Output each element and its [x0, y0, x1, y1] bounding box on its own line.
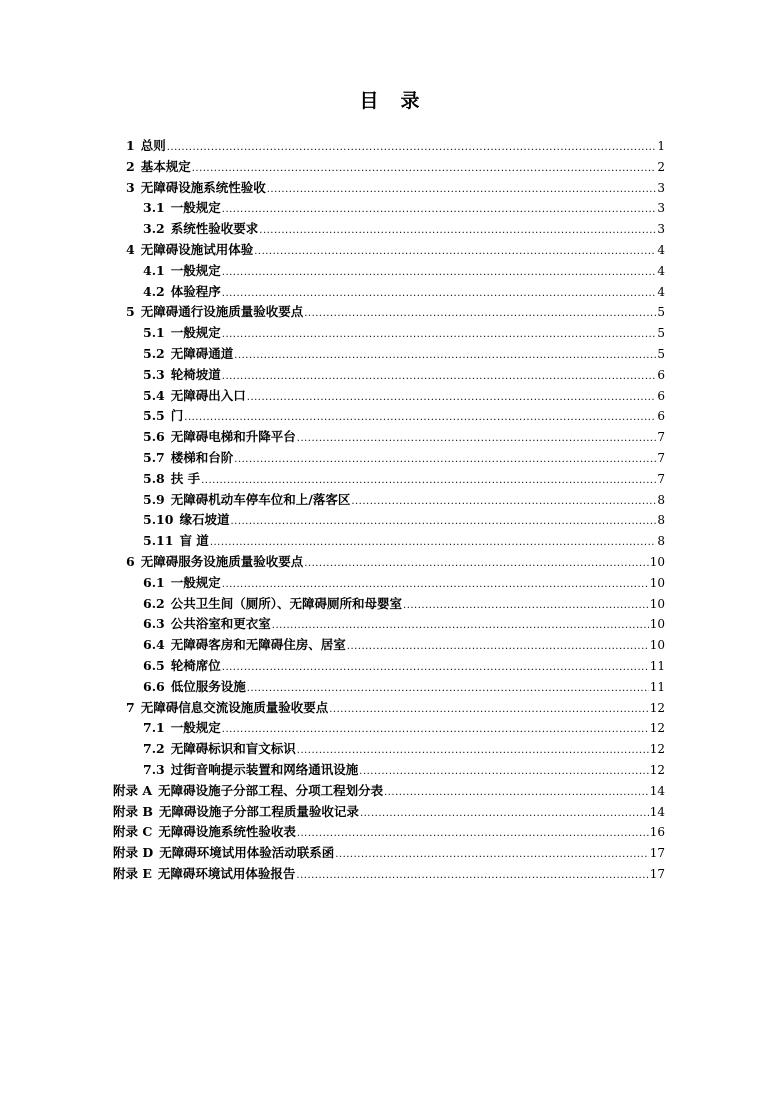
toc-entry-line [126, 136, 665, 159]
toc-entry-title: 无障碍设施子分部工程、分项工程划分表 [158, 782, 384, 798]
toc-dot-leader [234, 450, 656, 471]
toc-page-number: 12 [649, 762, 665, 777]
toc-entry-title: 无障碍信息交流设施质量验收要点 [140, 699, 329, 715]
toc-entry-number: 7 [126, 699, 135, 715]
toc-entry-line [113, 781, 665, 804]
toc-page-number: 12 [649, 742, 665, 757]
toc-dot-leader [304, 304, 656, 325]
toc-entry[interactable] [0, 656, 779, 677]
toc-entry-title: 一般规定 [170, 262, 221, 278]
toc-entry-number: 5.5 [143, 408, 165, 424]
toc-dot-leader [403, 596, 649, 617]
toc-entry-line [113, 822, 665, 845]
toc-entry-line [143, 718, 665, 741]
toc-entry-line [126, 698, 665, 721]
toc-entry-line [126, 240, 665, 263]
toc-entry-title: 无障碍服务设施质量验收要点 [140, 553, 304, 569]
toc-page-number: 8 [657, 534, 665, 549]
toc-dot-leader [359, 762, 648, 783]
toc-entry-title: 过街音响提示装置和网络通讯设施 [170, 761, 359, 777]
toc-entry-line [126, 157, 665, 180]
toc-dot-leader [267, 180, 657, 201]
toc-page-number: 8 [657, 492, 665, 507]
toc-entry-title: 无障碍标识和盲文标识 [170, 741, 296, 757]
toc-dot-leader [210, 533, 657, 554]
toc-dot-leader [296, 866, 648, 887]
toc-dot-leader [222, 720, 649, 741]
toc-entry-title: 低位服务设施 [170, 678, 246, 694]
toc-page-number: 16 [649, 825, 665, 840]
toc-page-number: 1 [657, 139, 665, 153]
toc-entry-number: 4 [126, 241, 135, 257]
toc-dot-leader [347, 637, 649, 658]
toc-page-number: 10 [649, 575, 665, 590]
toc-entry-number: 1 [126, 138, 135, 153]
toc-entry-number: 附录 D [113, 845, 154, 861]
toc-entry[interactable] [0, 635, 779, 656]
toc-page-number: 4 [657, 242, 665, 257]
toc-entry-number: 5.11 [143, 533, 174, 549]
toc-dot-leader [222, 284, 657, 305]
toc-entry-number: 4.2 [143, 283, 165, 299]
toc-entry-title: 无障碍通行设施质量验收要点 [140, 304, 304, 320]
toc-entry[interactable] [0, 739, 779, 760]
toc-entry-line [143, 739, 665, 762]
toc-entry-line [143, 406, 665, 429]
toc-entry-title: 基本规定 [140, 158, 191, 174]
toc-page-number: 14 [649, 783, 665, 798]
toc-page-number: 5 [657, 346, 665, 361]
toc-entry-number: 7.1 [143, 720, 165, 736]
toc-entry-number: 5.8 [143, 470, 165, 486]
title-char-2: 录 [400, 90, 420, 112]
toc-entry[interactable] [0, 760, 779, 781]
toc-page-number: 11 [649, 679, 665, 694]
toc-entry-title: 无障碍客房和无障碍住房、居室 [170, 637, 346, 653]
toc-entry-number: 6.1 [143, 574, 165, 590]
toc-page-number: 3 [657, 222, 665, 237]
toc-dot-leader [222, 200, 657, 221]
toc-entry[interactable] [0, 344, 779, 365]
toc-entry-line [143, 635, 665, 658]
toc-entry-title: 无障碍设施试用体验 [140, 241, 254, 257]
toc-entry[interactable] [0, 510, 779, 531]
toc-page-number: 6 [657, 367, 665, 382]
toc-entry-number: 5.7 [143, 449, 165, 465]
toc-entry[interactable] [0, 822, 779, 843]
toc-page-number: 11 [649, 658, 665, 673]
toc-entry[interactable] [0, 573, 779, 594]
toc-entry-number: 6.5 [143, 657, 165, 673]
toc-entry-line [143, 386, 665, 409]
toc-entry[interactable] [0, 406, 779, 427]
toc-entry-line [143, 656, 665, 679]
toc-entry-line [143, 344, 665, 367]
toc-page-number: 7 [657, 430, 665, 445]
toc-entry-title: 无障碍环境试用体验报告 [157, 865, 296, 881]
toc-entry[interactable] [0, 365, 779, 386]
toc-dot-leader [201, 471, 656, 492]
toc-entry-title: 一般规定 [170, 200, 221, 216]
toc-entry[interactable] [0, 718, 779, 739]
toc-entry-number: 3.2 [143, 221, 165, 237]
toc-entry-title: 无障碍电梯和升降平台 [170, 429, 296, 445]
toc-dot-leader [259, 221, 656, 242]
toc-page-number: 17 [649, 846, 665, 861]
toc-entry[interactable] [0, 136, 779, 157]
toc-page-number: 3 [657, 201, 665, 216]
toc-page-number: 2 [657, 159, 665, 174]
toc-entry[interactable] [0, 261, 779, 282]
toc-dot-leader [222, 575, 649, 596]
toc-entry[interactable] [0, 614, 779, 635]
toc-dot-leader [272, 616, 649, 637]
toc-entry-title: 盲 道 [179, 533, 209, 549]
toc-dot-leader [329, 700, 649, 721]
toc-entry[interactable] [0, 282, 779, 303]
toc-entry-line [143, 490, 665, 513]
toc-entry-line [113, 802, 665, 825]
toc-entry[interactable] [0, 386, 779, 407]
toc-page-number: 7 [657, 471, 665, 486]
toc-dot-leader [297, 824, 649, 845]
toc-entry-line [143, 261, 665, 284]
toc-page-number: 4 [657, 263, 665, 278]
toc-entry-number: 5.4 [143, 387, 165, 403]
toc-dot-leader [247, 679, 649, 700]
toc-dot-leader [192, 159, 657, 180]
toc-entry-line [143, 573, 665, 596]
toc-entry-number: 6.2 [143, 595, 165, 611]
toc-entry[interactable] [0, 240, 779, 261]
toc-page-number: 12 [649, 721, 665, 736]
toc-entry[interactable] [0, 198, 779, 219]
toc-dot-leader [360, 804, 649, 825]
toc-entry[interactable] [0, 677, 779, 698]
toc-entry-number: 5.3 [143, 366, 165, 382]
toc-entry-title: 轮椅坡道 [170, 366, 221, 382]
toc-entry-line [113, 843, 665, 866]
toc-entry[interactable] [0, 469, 779, 490]
toc-entry-title: 缘石坡道 [179, 512, 230, 528]
toc-dot-leader [247, 388, 657, 409]
toc-entry-line [143, 760, 665, 783]
toc-entry-line [126, 178, 665, 201]
toc-page-number: 10 [649, 554, 665, 569]
toc-page-number: 6 [657, 409, 665, 424]
toc-entry-title: 无障碍环境试用体验活动联系函 [159, 845, 335, 861]
toc-dot-leader [297, 741, 649, 762]
toc-entry-number: 5.2 [143, 345, 165, 361]
toc-entry-line [143, 323, 665, 346]
toc-entry-title: 轮椅席位 [170, 657, 221, 673]
toc-entry-number: 6 [126, 553, 135, 569]
toc-entry-number: 附录 A [113, 782, 153, 798]
toc-page-number: 3 [657, 180, 665, 195]
toc-entry[interactable] [0, 427, 779, 448]
toc-entry-title: 系统性验收要求 [170, 221, 259, 237]
toc-dot-leader [304, 554, 649, 575]
toc-dot-leader [222, 367, 657, 388]
toc-entry-line [143, 510, 665, 533]
toc-entry-title: 无障碍机动车停车位和上/落客区 [170, 491, 351, 507]
toc-page-number: 17 [649, 866, 665, 881]
toc-page-number: 10 [649, 596, 665, 611]
toc-page-number: 10 [649, 638, 665, 653]
toc-entry-line [143, 677, 665, 700]
toc-entry[interactable] [0, 781, 779, 802]
toc-entry-number: 6.3 [143, 616, 165, 632]
toc-entry-title: 体验程序 [170, 283, 221, 299]
toc-entry[interactable] [0, 448, 779, 469]
toc-dot-leader [167, 138, 657, 159]
toc-entry-title: 无障碍设施子分部工程质量验收记录 [158, 803, 359, 819]
toc-entry[interactable] [0, 302, 779, 323]
toc-entry-line [143, 469, 665, 492]
table-of-contents [0, 136, 779, 885]
toc-entry-title: 门 [170, 408, 184, 424]
toc-entry-number: 6.6 [143, 678, 165, 694]
toc-entry-number: 5.10 [143, 512, 174, 528]
toc-entry-number: 5.6 [143, 429, 165, 445]
toc-entry-line [143, 365, 665, 388]
toc-entry-line [143, 531, 665, 554]
toc-entry[interactable] [0, 698, 779, 719]
toc-entry[interactable] [0, 178, 779, 199]
toc-entry-title: 无障碍出入口 [170, 387, 246, 403]
toc-entry[interactable] [0, 157, 779, 178]
toc-entry[interactable] [0, 594, 779, 615]
toc-entry[interactable] [0, 323, 779, 344]
toc-page-number: 14 [649, 804, 665, 819]
toc-entry-number: 5.9 [143, 491, 165, 507]
toc-entry-line [143, 198, 665, 221]
toc-entry[interactable] [0, 531, 779, 552]
toc-page-number: 5 [657, 326, 665, 341]
toc-dot-leader [254, 242, 656, 263]
toc-dot-leader [222, 263, 657, 284]
toc-page-number: 10 [649, 617, 665, 632]
toc-entry[interactable] [0, 843, 779, 864]
toc-entry-line [143, 282, 665, 305]
toc-entry[interactable] [0, 490, 779, 511]
toc-entry-line [143, 219, 665, 242]
toc-entry-number: 3.1 [143, 200, 165, 216]
toc-entry[interactable] [0, 802, 779, 823]
toc-page-number: 8 [657, 513, 665, 528]
toc-entry-line [113, 864, 665, 887]
toc-entry-number: 3 [126, 179, 135, 195]
toc-entry-title: 一般规定 [170, 325, 221, 341]
toc-entry-line [126, 552, 665, 575]
toc-entry-title: 公共浴室和更衣室 [170, 616, 271, 632]
toc-entry-line [143, 427, 665, 450]
toc-entry[interactable] [0, 552, 779, 573]
toc-entry[interactable] [0, 219, 779, 240]
toc-page-number: 7 [657, 450, 665, 465]
toc-entry[interactable] [0, 864, 779, 885]
toc-dot-leader [234, 346, 656, 367]
toc-entry-line [143, 614, 665, 637]
toc-entry-number: 7.3 [143, 761, 165, 777]
toc-entry-title: 楼梯和台阶 [170, 449, 234, 465]
toc-page-number: 5 [657, 305, 665, 320]
toc-dot-leader [184, 408, 656, 429]
toc-dot-leader [335, 845, 649, 866]
toc-entry-title: 无障碍设施系统性验收表 [158, 824, 296, 840]
toc-entry-number: 5 [126, 304, 135, 320]
toc-entry-number: 6.4 [143, 637, 165, 653]
toc-entry-number: 2 [126, 158, 135, 174]
toc-entry-number: 附录 C [113, 824, 153, 840]
title-char-1: 目 [359, 90, 379, 112]
toc-entry-title: 无障碍通道 [170, 345, 234, 361]
toc-dot-leader [384, 783, 649, 804]
toc-entry-line [143, 448, 665, 471]
toc-entry-number: 5.1 [143, 325, 165, 341]
toc-entry-number: 附录 E [113, 865, 152, 881]
toc-dot-leader [351, 492, 656, 513]
toc-page-number: 12 [649, 700, 665, 715]
toc-entry-title: 一般规定 [170, 720, 221, 736]
toc-page-number: 6 [657, 388, 665, 403]
toc-entry-title: 公共卫生间（厕所）、无障碍厕所和母婴室 [170, 595, 403, 611]
toc-entry-line [126, 302, 665, 325]
toc-entry-title: 无障碍设施系统性验收 [140, 179, 266, 195]
page-title [0, 86, 779, 113]
toc-entry-title: 扶 手 [170, 470, 201, 486]
toc-dot-leader [222, 658, 649, 679]
toc-entry-line [143, 594, 665, 617]
toc-dot-leader [230, 512, 656, 533]
toc-entry-number: 7.2 [143, 741, 165, 757]
toc-entry-title: 总则 [140, 138, 166, 153]
toc-dot-leader [222, 325, 657, 346]
toc-page-number: 4 [657, 284, 665, 299]
toc-dot-leader [297, 429, 657, 450]
toc-entry-number: 4.1 [143, 262, 165, 278]
toc-entry-title: 一般规定 [170, 574, 221, 590]
toc-entry-number: 附录 B [113, 803, 153, 819]
